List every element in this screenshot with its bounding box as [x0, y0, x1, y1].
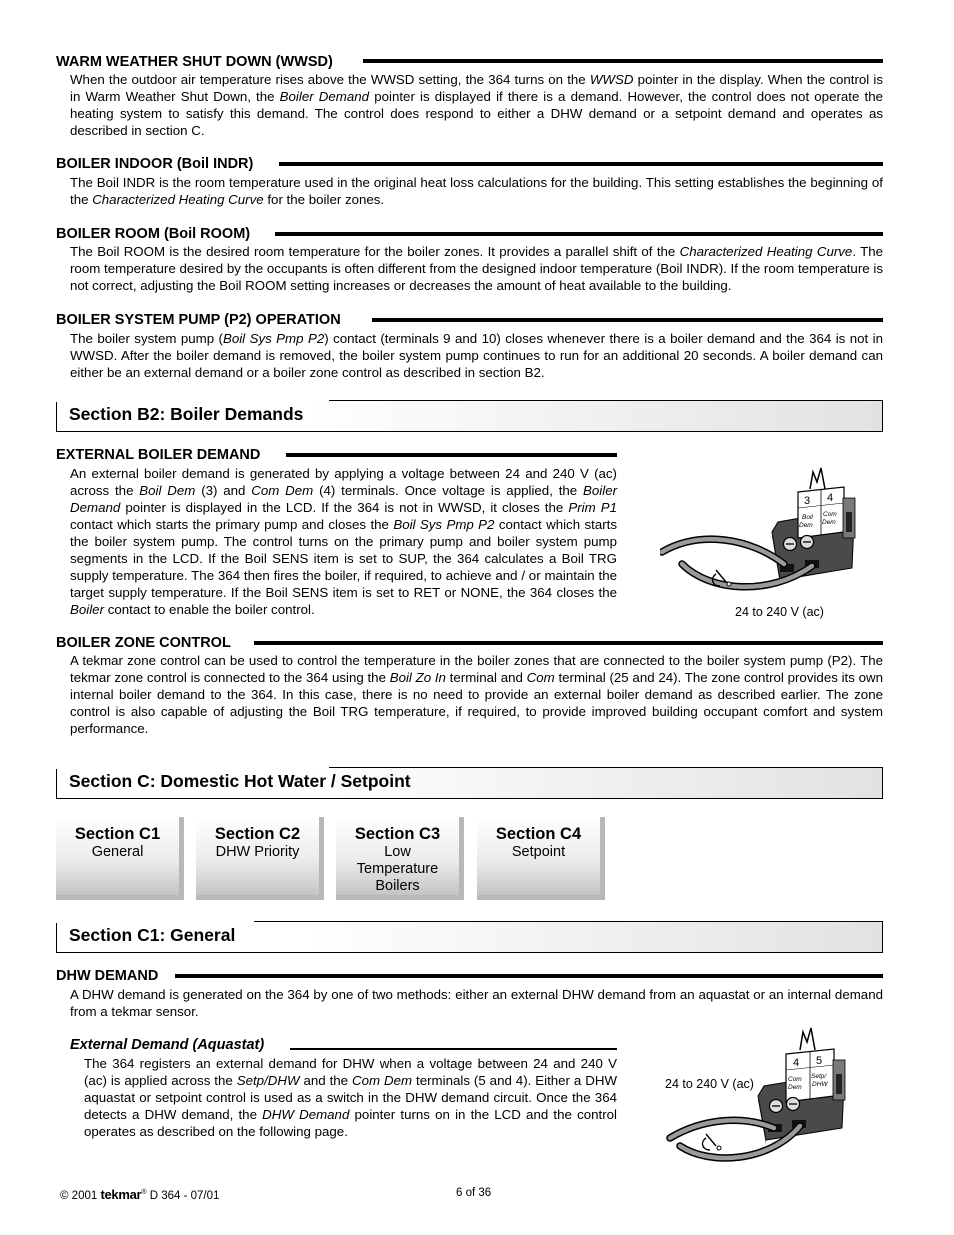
section-b2-title: Section B2: Boiler Demands	[69, 404, 304, 424]
boil-indr-heading: BOILER INDOOR (Boil INDR)	[56, 156, 254, 172]
dhw-demand-paragraph: A DHW demand is generated on the 364 by one of two methods: either an external DHW demand from an aquastat or an internal demand from a tekmar sensor.	[70, 987, 883, 1019]
setp-label: Setp/	[811, 1073, 827, 1080]
external-demand-heading: External Demand (Aquastat)	[70, 1037, 265, 1053]
boiler-zone-control-heading: BOILER ZONE CONTROL	[56, 635, 231, 651]
voltage-label: 24 to 240 V (ac)	[735, 605, 824, 619]
subheading-rule	[290, 1048, 617, 1050]
section-c1-header	[56, 921, 883, 953]
section-c4-link[interactable]	[477, 817, 605, 900]
section-c1-subtitle: General	[91, 844, 144, 860]
registered-mark: ®	[141, 1189, 147, 1197]
boil-room-heading: BOILER ROOM (Boil ROOM)	[56, 226, 251, 242]
dem-label: Dem	[788, 1084, 802, 1091]
heading-rule	[254, 641, 883, 645]
section-c4-title: Section C4	[495, 825, 582, 843]
section-c-title: Section C: Domestic Hot Water / Setpoint	[69, 771, 411, 791]
heading-rule	[363, 59, 883, 63]
external-boiler-demand-heading: EXTERNAL BOILER DEMAND	[56, 447, 261, 463]
heat-symbol-icon	[800, 1028, 815, 1050]
terminal-5-label: 5	[816, 1055, 823, 1067]
boiler-demand-wiring-diagram	[660, 460, 860, 620]
terminal-4-label: 4	[793, 1057, 800, 1069]
heading-rule	[275, 232, 883, 236]
page-number: 6 of 36	[456, 1187, 492, 1199]
section-c1-title: Section C1	[74, 825, 161, 843]
section-b2-header	[56, 400, 883, 432]
section-c-header	[56, 767, 883, 799]
external-boiler-demand-paragraph: An external boiler demand is generated by applying a voltage between 24 and 240 V (ac) across the Boil Dem (3) and Com Dem (4) terminals. Once voltage is applied, the Boiler Demand pointer is displayed in the LCD. If the 364 is not in WWSD, it closes the Prim P1 contact which starts the primary pump and closes the Boil Sys Pmp P2 contact which starts the boiler system pump. The control turns on the primary pump and boiler system pump segments in the LCD. If the Boil SENS item is set to SUP, the 364 calculates a Boil TRG supply temperature. The 364 then fires the boiler, if required, to achieve and / or maintain the target supply temperature. If the Boil SENS item is set to RET or NONE, the 364 closes the Boiler contact to enable the boiler control.	[70, 466, 618, 617]
section-c2-subtitle: DHW Priority	[215, 844, 300, 860]
terminal-4-label: 4	[827, 492, 834, 504]
document-number: D 364 - 07/01	[149, 1190, 220, 1202]
dhw-demand-wiring-diagram	[650, 1020, 860, 1168]
switch-icon	[703, 1138, 710, 1150]
section-c3-subtitle: Low Temperature Boilers	[356, 844, 439, 894]
pump-paragraph: The boiler system pump (Boil Sys Pmp P2) contact (terminals 9 and 10) closes whenever there is a boiler demand and the 364 is not in WWSD. After the boiler demand is removed, the boiler system pump continues to run for an additional 20 seconds. A boiler demand can either be an external demand or a boiler zone control as described in section B2.	[70, 331, 883, 380]
wwsd-paragraph: When the outdoor air temperature rises above the WWSD setting, the 364 turns on the WWSD pointer in the display. When the control is in Warm Weather Shut Down, the Boiler Demand pointer is displayed if there is a demand. However, the control does not operate the heating system to satisfy this demand. The control does respond to either a DHW demand or a setpoint demand and operates as described in section C.	[70, 72, 884, 138]
voltage-label: 24 to 240 V (ac)	[665, 1077, 754, 1091]
section-c4-subtitle: Setpoint	[511, 844, 566, 860]
tekmar-logo: tekmar	[100, 1187, 142, 1202]
heading-rule	[372, 318, 883, 322]
section-c3-link[interactable]	[336, 817, 464, 900]
com-label: Com	[788, 1076, 802, 1083]
section-c2-title: Section C2	[214, 825, 301, 843]
boil-label: Boil	[802, 514, 813, 521]
section-c3-title: Section C3	[354, 825, 441, 843]
boil-indr-paragraph: The Boil INDR is the room temperature used in the original heat loss calculations for the building. This setting establishes the beginning of the Characterized Heating Curve for the boiler zones.	[70, 175, 883, 207]
dem-label: Dem	[822, 519, 836, 526]
section-c1-heading-title: Section C1: General	[69, 925, 236, 945]
terminal-3-label: 3	[804, 495, 811, 507]
heading-rule	[175, 974, 883, 978]
dhw-label: DHW	[812, 1081, 828, 1088]
heat-symbol-icon	[810, 468, 825, 489]
dhw-demand-heading: DHW DEMAND	[56, 968, 159, 984]
external-demand-paragraph: The 364 registers an external demand for DHW when a voltage between 24 and 240 V (ac) is applied across the Setp/DHW and the Com Dem terminals (5 and 4). Either a DHW aquastat or setpoint control is used as a switch in the DHW demand circuit. Once the 364 detects a DHW demand, the DHW Demand pointer turns on in the LCD and the control operates as described on the following page.	[84, 1056, 618, 1139]
heading-rule	[286, 453, 617, 457]
copyright: © 2001	[60, 1190, 98, 1202]
boiler-zone-control-paragraph: A tekmar zone control can be used to control the temperature in the boiler zones that are connected to the boiler system pump (P2). The tekmar zone control is connected to the 364 using the Boil Zo In terminal and Com terminal (25 and 24). The zone control provides its own internal boiler demand to the 364. In this case, there is no need to provide an external boiler demand as described earlier. The zone control is also capable of adjusting the Boil TRG temperature, if required, to provide improved building occupant comfort and system performance.	[70, 653, 884, 736]
heading-rule	[279, 162, 883, 166]
section-c2-link[interactable]	[196, 817, 324, 900]
footer-left	[60, 1187, 219, 1202]
dem-label: Dem	[799, 522, 813, 529]
com-label: Com	[823, 511, 837, 518]
section-c1-link[interactable]	[56, 817, 184, 900]
pump-heading: BOILER SYSTEM PUMP (P2) OPERATION	[56, 312, 341, 328]
wwsd-heading: WARM WEATHER SHUT DOWN (WWSD)	[56, 54, 333, 70]
boil-room-paragraph: The Boil ROOM is the desired room temperature for the boiler zones. It provides a parallel shift of the Characterized Heating Curve. The room temperature desired by the occupants is often different from the designed indoor temperature (Boil INDR). If the room temperature is not correct, adjusting the Boil ROOM setting increases or decreases the amount of heat available to the building.	[70, 244, 884, 293]
